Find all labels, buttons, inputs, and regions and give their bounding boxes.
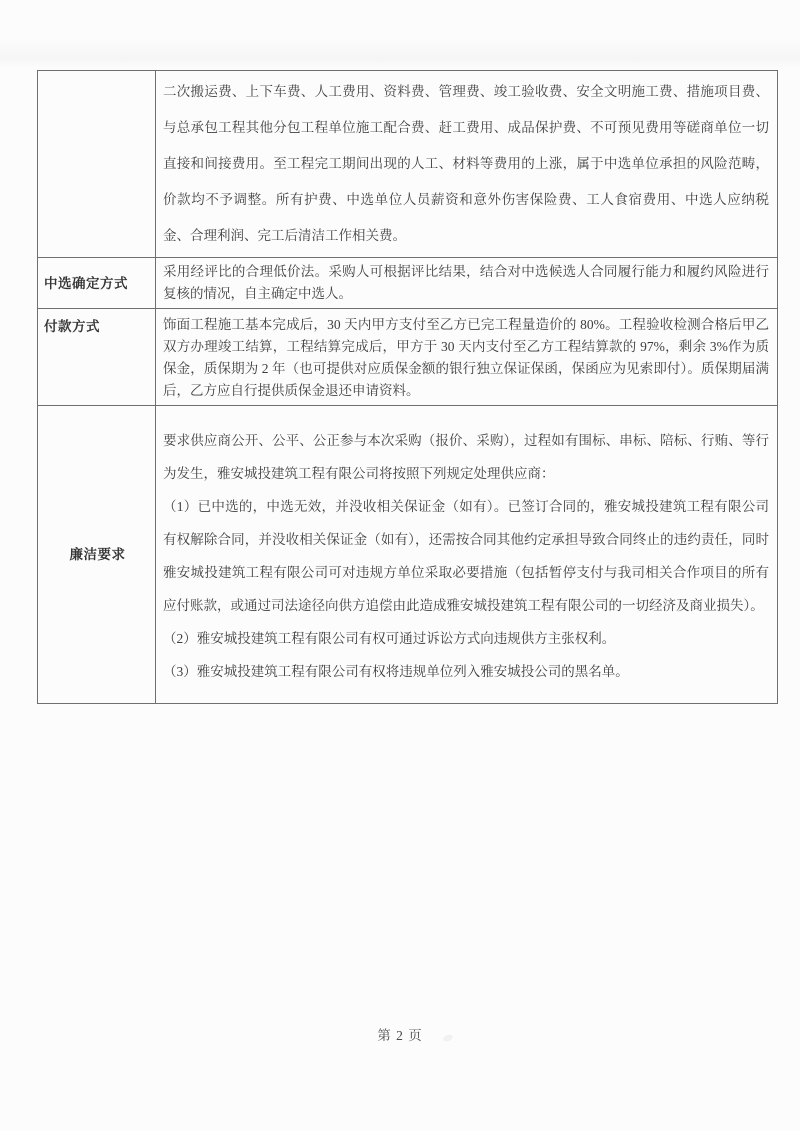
content-paragraph: （3）雅安城投建筑工程有限公司有权将违规单位列入雅安城投公司的黑名单。 — [163, 663, 629, 679]
row-label — [38, 71, 156, 258]
row-content — [156, 406, 778, 704]
table-row — [38, 406, 778, 704]
scan-texture — [0, 38, 800, 68]
content-paragraph: 饰面工程施工基本完成后，30 天内甲方支付至乙方已完工程量造价的 80%。工程验收检测合格后甲乙双方办理竣工结算，工程结算完成后，甲方于 30 天内支付至乙方工程结算款的 97%，剩余 3%作为质保金，质保期为 2 年（也可提供对应质保金额的银行独立保证保函，保函应为见索即付）。质保期届满后，乙方应自行提供质保金退还申请资料。 — [163, 317, 769, 398]
row-label: 中选确定方式 — [38, 258, 156, 309]
table-body — [38, 71, 778, 704]
table-row — [38, 309, 778, 406]
content-paragraph: 采用经评比的合理低价法。采购人可根据评比结果，结合对中选候选人合同履行能力和履约风险进行复核的情况，自主确定中选人。 — [163, 264, 769, 301]
row-label: 廉洁要求 — [38, 406, 156, 704]
row-label: 付款方式 — [38, 309, 156, 406]
page-number: 第 2 页 — [377, 1028, 423, 1043]
table-row — [38, 258, 778, 309]
content-paragraph: 要求供应商公开、公平、公正参与本次采购（报价、采购），过程如有围标、串标、陪标、行贿、等行为发生，雅安城投建筑工程有限公司将按照下列规定处理供应商： — [163, 432, 769, 481]
content-paragraph: 二次搬运费、上下车费、人工费用、资料费、管理费、竣工验收费、安全文明施工费、措施项目费、与总承包工程其他分包工程单位施工配合费、赶工费用、成品保护费、不可预见费用等磋商单位一切直接和间接费用。至工程完工期间出现的人工、材料等费用的上涨，属于中选单位承担的风险范畴，价款均不予调整。所有护费、中选单位人员薪资和意外伤害保险费、工人食宿费用、中选人应纳税金、合理利润、完工后清洁工作相关费。 — [163, 84, 769, 243]
row-content — [156, 309, 778, 406]
content-paragraph: （2）雅安城投建筑工程有限公司有权可通过诉讼方式向违规供方主张权利。 — [163, 630, 616, 646]
content-paragraph: （1）已中选的，中选无效，并没收相关保证金（如有）。已签订合同的，雅安城投建筑工程有限公司有权解除合同，并没收相关保证金（如有），还需按合同其他约定承担导致合同终止的违约责任，同时雅安城投建筑工程有限公司可对违规方单位采取必要措施（包括暂停支付与我司相关合作项目的所有应付账款，或通过司法途径向供方追偿由此造成雅安城投建筑工程有限公司的一切经济及商业损失）。 — [163, 498, 769, 613]
row-content — [156, 258, 778, 309]
row-content — [156, 71, 778, 258]
requirements-table — [37, 70, 778, 704]
table-row — [38, 71, 778, 258]
